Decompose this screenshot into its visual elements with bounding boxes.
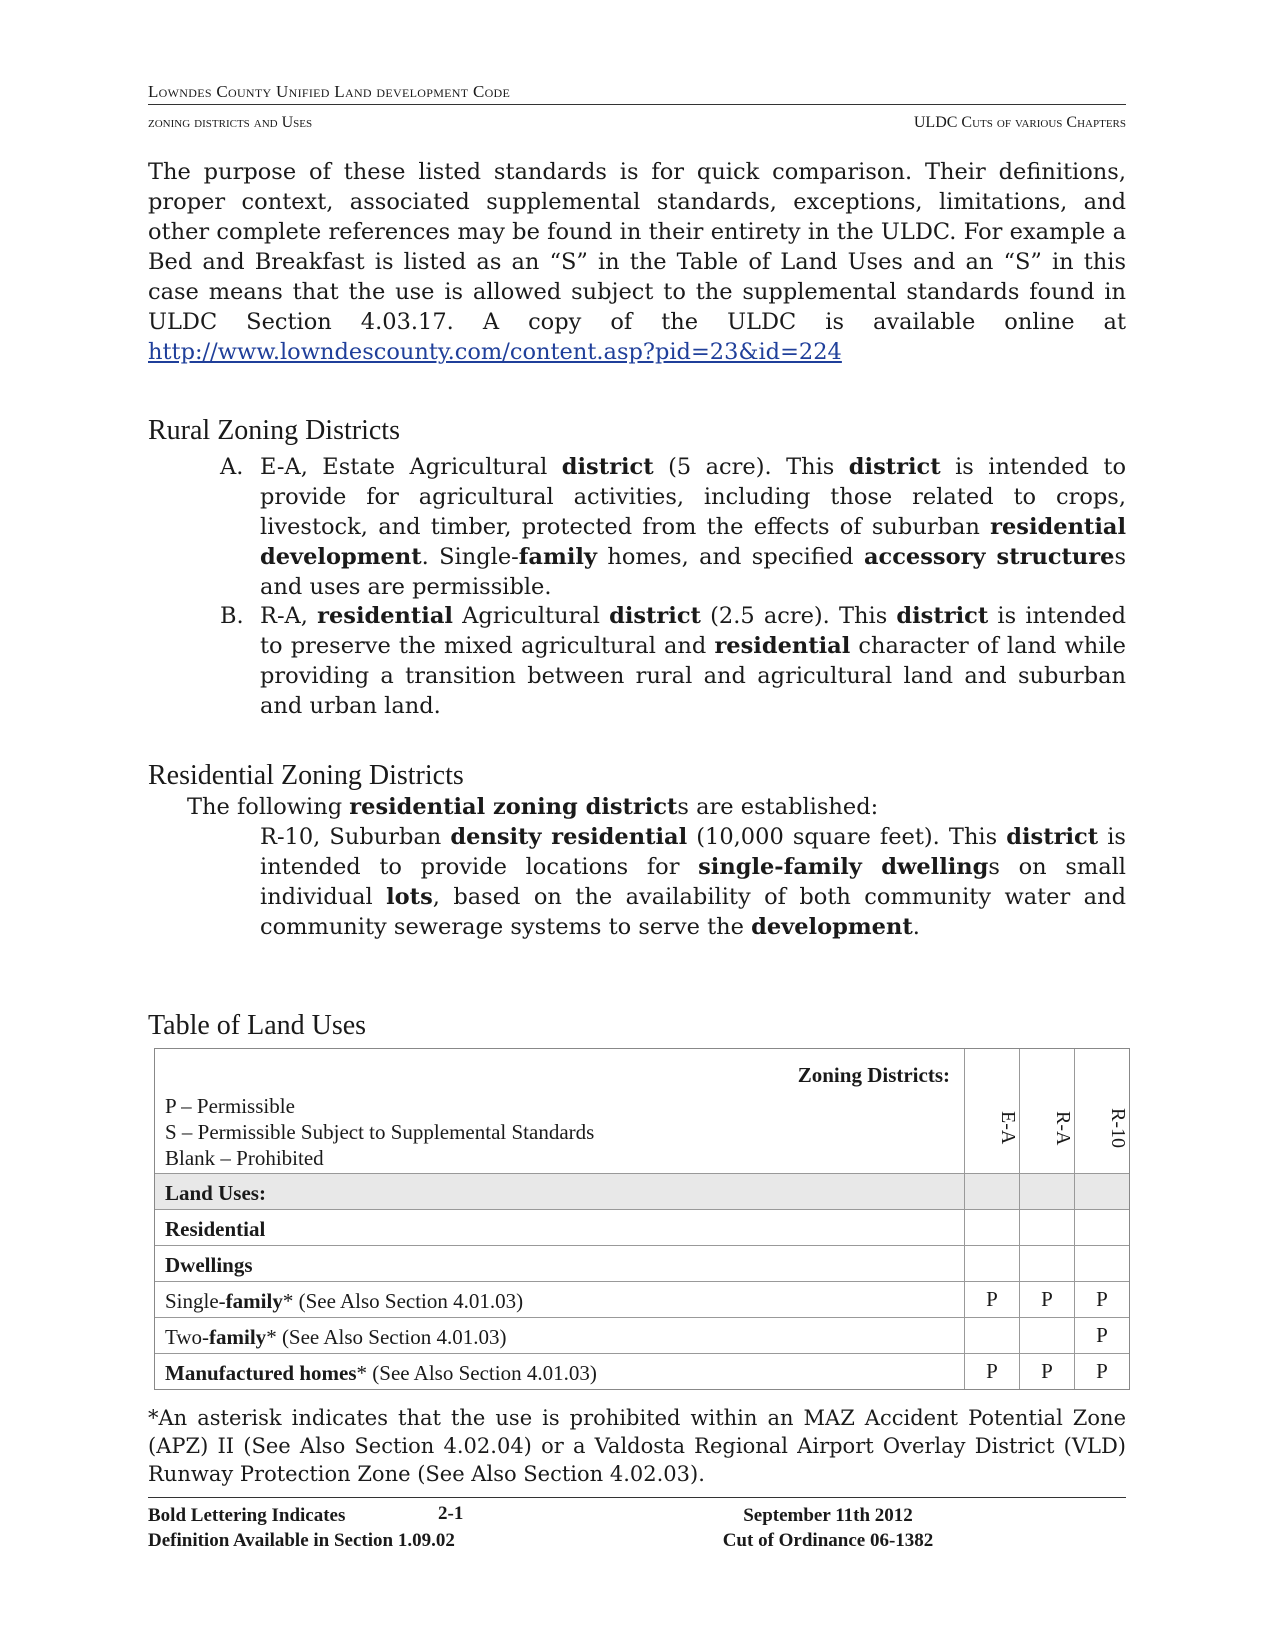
footer-left: Bold Lettering Indicates Definition Available in Section 1.09.02 <box>148 1505 455 1551</box>
uldc-link[interactable]: http://www.lowndescounty.com/content.asp?pid=23&id=224 <box>148 339 842 365</box>
table-row: Residential <box>155 1209 1129 1245</box>
cuts-subtitle: ULDC Cuts of various Chapters <box>913 114 1126 131</box>
header-cell <box>155 1049 964 1173</box>
rural-item-a <box>220 452 1126 602</box>
zoning-districts-label: Zoning Districts: <box>797 1063 950 1087</box>
header-rule <box>148 104 1126 105</box>
asterisk-note: *An asterisk indicates that the use is prohibited within an MAZ Accident Potential Zone (APZ) II (See Also Section 4.02.04) or a Valdosta Regional Airport Overlay District (VLD) Runway Protection Zone (See Also Section 4.02.03). <box>148 1406 1126 1486</box>
table-cell: P <box>1074 1318 1129 1353</box>
district-column-header: E-A <box>964 1049 1019 1173</box>
table-cell <box>1019 1246 1074 1281</box>
item-label: B. <box>220 603 244 629</box>
table-cell <box>1074 1246 1129 1281</box>
table-cell <box>964 1318 1019 1353</box>
item-label: A. <box>220 454 244 480</box>
table-cell: P <box>1019 1354 1074 1389</box>
table-cell: P <box>1074 1354 1129 1389</box>
item-text: E-A, Estate Agricultural district (5 acre). This district is intended to provide for agricultural activities, including those related to crops, livestock, and timber, protected from the effects of suburban residential development. Single-family homes, and specified accessory structures and uses are permissible. <box>260 454 1126 600</box>
district-column-header: R-A <box>1019 1049 1074 1173</box>
table-cell <box>964 1246 1019 1281</box>
table-cell <box>1019 1318 1074 1353</box>
rural-heading: Rural Zoning Districts <box>148 415 400 446</box>
table-cell: P <box>1019 1282 1074 1317</box>
land-uses-label: Land Uses: <box>165 1181 266 1205</box>
table-row: Dwellings <box>155 1245 1129 1281</box>
residential-heading: Residential Zoning Districts <box>148 760 464 791</box>
table-cell <box>1019 1210 1074 1245</box>
table-cell: P <box>964 1282 1019 1317</box>
item-text: R-A, residential Agricultural district (2.5 acre). This district is intended to preserve the mixed agricultural and residential character of land while providing a transition between rural and agricultural land and suburban and urban land. <box>260 603 1126 719</box>
residential-lead: The following residential zoning districts are established: <box>187 794 879 820</box>
table-cell <box>964 1210 1019 1245</box>
table-cell: P <box>964 1354 1019 1389</box>
table-cell: P <box>1074 1282 1129 1317</box>
rural-item-b <box>220 601 1126 721</box>
document-title: Lowndes County Unified Land development Code <box>148 82 511 101</box>
table-heading: Table of Land Uses <box>148 1010 367 1041</box>
legend-item: Blank – Prohibited <box>165 1146 324 1170</box>
r10-description: R-10, Suburban density residential (10,000 square feet). This district is intended to provide locations for single-family dwellings on small individual lots, based on the availability of both community water and community sewerage systems to serve the development. <box>260 824 1127 940</box>
footer-right: September 11th 2012 Cut of Ordinance 06-1382 <box>722 1505 934 1551</box>
intro-paragraph <box>148 157 1126 367</box>
land-uses-row <box>155 1173 1129 1209</box>
chapter-subtitle: zoning districts and Uses <box>148 114 313 131</box>
land-use-table <box>154 1048 1130 1390</box>
footer-rule <box>148 1497 1126 1498</box>
legend-item: P – Permissible <box>165 1094 295 1118</box>
table-row: Manufactured homes* (See Also Section 4.01.03) P P P <box>155 1353 1129 1389</box>
table-row: Two-family* (See Also Section 4.01.03) P <box>155 1317 1129 1353</box>
table-row: Single-family* (See Also Section 4.01.03) P P P <box>155 1281 1129 1317</box>
intro-text: The purpose of these listed standards is for quick comparison. Their definitions, proper context, associated supplemental standards, exceptions, limitations, and other complete references may be found in their entirety in the ULDC. For example a Bed and Breakfast is listed as an “S” in the Table of Land Uses and an “S” in this case means that the use is allowed subject to the supplemental standards found in ULDC Section 4.03.17. A copy of the ULDC is available online at <box>148 159 1126 335</box>
page-number: 2-1 <box>438 1503 464 1524</box>
table-cell <box>1074 1210 1129 1245</box>
legend-item: S – Permissible Subject to Supplemental Standards <box>165 1120 595 1144</box>
legend <box>165 1093 594 1171</box>
table-header-row <box>155 1049 1129 1173</box>
district-column-header: R-10 <box>1074 1049 1129 1173</box>
